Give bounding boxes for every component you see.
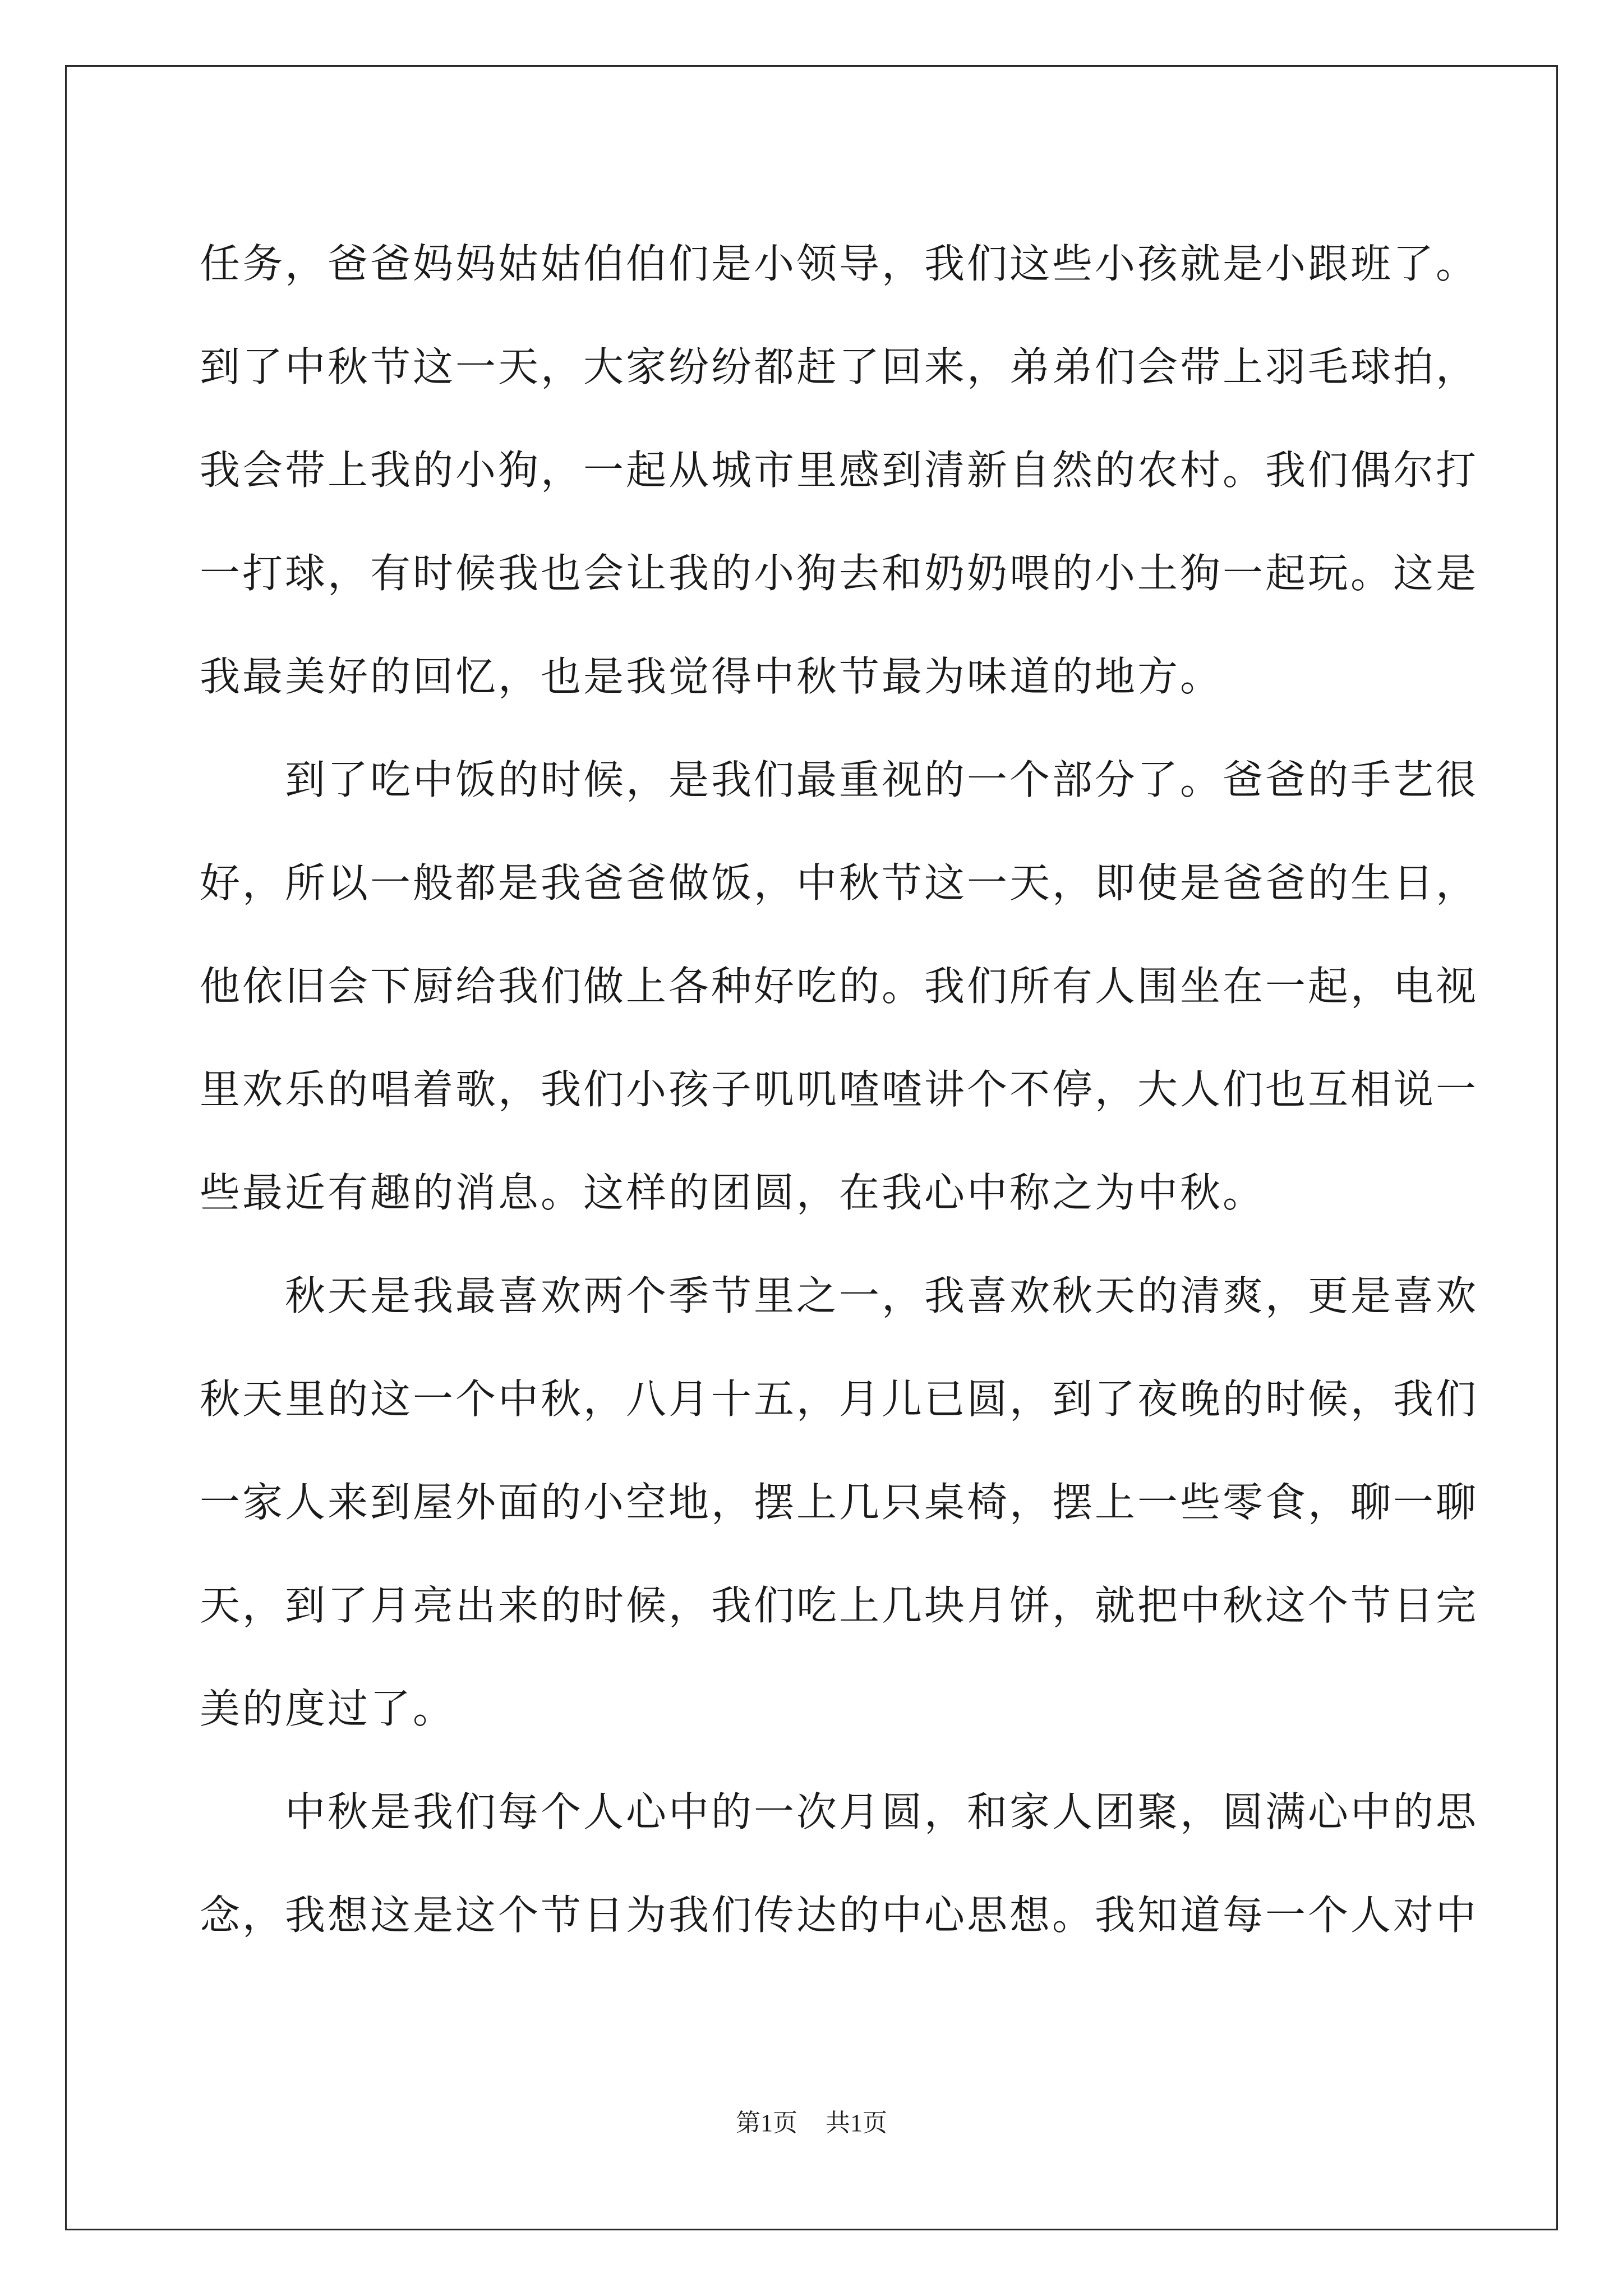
text-line: 念，我想这是这个节日为我们传达的中心思想。我知道每一个人对中: [200, 1892, 1479, 1939]
text-line: 秋天里的这一个中秋，八月十五，月儿已圆，到了夜晚的时候，我们: [200, 1375, 1479, 1423]
paragraph-first-line: 到了吃中饭的时候，是我们最重视的一个部分了。爸爸的手艺很: [285, 756, 1479, 803]
paragraph-first-line: 中秋是我们每个人心中的一次月圆，和家人团聚，圆满心中的思: [285, 1788, 1479, 1835]
text-line: 我会带上我的小狗，一起从城市里感到清新自然的农村。我们偶尔打: [200, 447, 1479, 494]
text-line: 天，到了月亮出来的时候，我们吃上几块月饼，就把中秋这个节日完: [200, 1582, 1479, 1629]
text-line: 一打球，有时候我也会让我的小狗去和奶奶喂的小土狗一起玩。这是: [200, 550, 1479, 597]
text-line: 我最美好的回忆，也是我觉得中秋节最为味道的地方。: [200, 653, 1223, 700]
text-line: 里欢乐的唱着歌，我们小孩子叽叽喳喳讲个不停，大人们也互相说一: [200, 1066, 1479, 1113]
text-line: 到了中秋节这一天，大家纷纷都赶了回来，弟弟们会带上羽毛球拍，: [200, 343, 1479, 390]
text-line: 一家人来到屋外面的小空地，摆上几只桌椅，摆上一些零食，聊一聊: [200, 1479, 1479, 1526]
page-number: 第1页: [736, 2109, 797, 2137]
text-line: 些最近有趣的消息。这样的团圆，在我心中称之为中秋。: [200, 1169, 1266, 1216]
document-body: [200, 212, 1479, 1967]
text-line: 任务，爸爸妈妈姑姑伯伯们是小领导，我们这些小孩就是小跟班了。: [200, 240, 1479, 287]
page-footer: [0, 2106, 1623, 2140]
text-line: 他依旧会下厨给我们做上各种好吃的。我们所有人围坐在一起，电视: [200, 963, 1479, 1010]
text-line: 好，所以一般都是我爸爸做饭，中秋节这一天，即使是爸爸的生日，: [200, 859, 1479, 907]
paragraph-first-line: 秋天是我最喜欢两个季节里之一，我喜欢秋天的清爽，更是喜欢: [285, 1272, 1479, 1319]
total-pages: 共1页: [826, 2109, 887, 2137]
text-line: 美的度过了。: [200, 1685, 456, 1732]
